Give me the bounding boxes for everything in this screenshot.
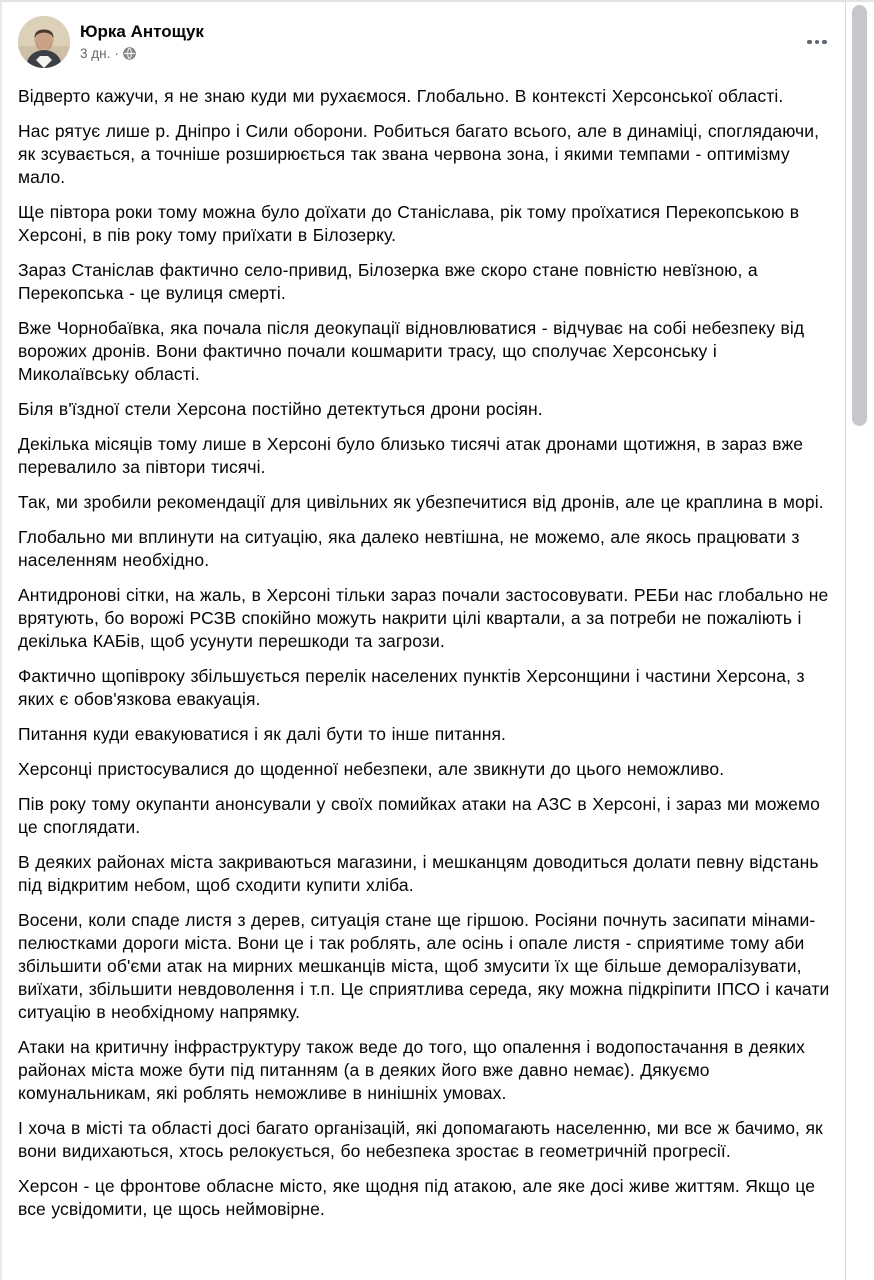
post-paragraph: Херсонці пристосувалися до щоденної небезпеки, але звикнути до цього неможливо. (18, 759, 725, 779)
post-card (0, 2, 846, 1280)
scrollbar-thumb[interactable] (852, 5, 867, 426)
post-paragraph: Антидронові сітки, на жаль, в Херсоні тільки зараз почали застосовувати. РЕБи нас глобально не врятують, бо ворожі РСЗВ спокійно можуть накрити цілі квартали, а за потреби не пожаліють і декілька КАБів, щоб усунути перешкоди та загрози. (18, 585, 829, 651)
avatar[interactable] (18, 16, 70, 68)
meta-separator: · (114, 46, 119, 61)
post-paragraph: Питання куди евакуюватися і як далі бути то інше питання. (18, 724, 507, 744)
post-timestamp[interactable]: 3 дн. (80, 46, 111, 61)
post-paragraph: Глобально ми вплинути на ситуацію, яка далеко невтішна, не можемо, але якось працювати з населенням необхідно. (18, 527, 800, 570)
ellipsis-icon (815, 40, 820, 45)
post-paragraph: Нас рятує лише р. Дніпро і Сили оборони. Робиться багато всього, але в динаміці, споглядаючи, як зсувається, а точніше розширюється так звана червона зона, і якими темпами - оптимізму мало. (18, 121, 820, 187)
post-paragraph: В деяких районах міста закриваються магазини, і мешканцям доводиться долати певну відстань під відкритим небом, щоб сходити купити хліба. (18, 852, 819, 895)
post-paragraph: Атаки на критичну інфраструктуру також веде до того, що опалення і водопостачання в деяких районах міста може бути під питанням (а в деяких його вже давно немає). Дякуємо комунальникам, які роблять неможливе в нинішніх умовах. (18, 1037, 805, 1103)
post-paragraph: Зараз Станіслав фактично село-привид, Білозерка вже скоро стане повністю невїзною, а Перекопська - це вулиця смерті. (18, 260, 758, 303)
scrollbar-track[interactable] (846, 2, 874, 1280)
post-paragraph: Так, ми зробили рекомендації для цивільних як убезпечитися від дронів, але це краплина в морі. (18, 492, 824, 512)
post-header (2, 2, 845, 68)
post-paragraph: Восени, коли спаде листя з дерев, ситуація стане ще гіршою. Росіяни почнуть засипати мінами-пелюстками дороги міста. Вони це і так роблять, але осінь і опале листя - сприятиме тому аби збільшити об'єми атак на мирних мешканців міста, щоб змусити їх ще більше деморалізувати, виїхати, збільшити невдоволення і т.п. Це сприятлива середа, яку можна підкріпити ІПСО і качати ситуацію в необхідному напрямку. (18, 910, 830, 1022)
author-name[interactable]: Юрка Антощук (80, 22, 204, 41)
globe-icon (123, 47, 136, 60)
post-paragraph: І хоча в місті та області досі багато організацій, які допомагають населенню, ми все ж бачимо, як вони видихаються, хтось релокується, бо небезпека зростає в геометричній прогресії. (18, 1118, 823, 1161)
post-paragraph: Фактично щопівроку збільшується перелік населених пунктів Херсонщини і частини Херсона, з яких є обов'язкова евакуація. (18, 666, 805, 709)
post-paragraph: Ще півтора роки тому можна було доїхати до Станіслава, рік тому проїхатися Перекопською в Херсоні, в пів року тому приїхати в Білозерку. (18, 202, 800, 245)
post-text (2, 68, 845, 1221)
avatar-photo-placeholder (18, 16, 70, 68)
post-paragraph: Херсон - це фронтове обласне місто, яке щодня під атакою, але яке досі живе життям. Якщо це все усвідомити, це щось неймовірне. (18, 1176, 816, 1219)
ellipsis-icon (822, 40, 827, 45)
post-paragraph: Відверто кажучи, я не знаю куди ми рухаємося. Глобально. В контексті Херсонської області. (18, 86, 784, 106)
post-header-text (80, 16, 204, 62)
post-paragraph: Пів року тому окупанти анонсували у своїх помийках атаки на АЗС в Херсоні, і зараз ми можемо це споглядати. (18, 794, 820, 837)
ellipsis-icon (807, 40, 812, 45)
post-paragraph: Біля в'їздної стели Херсона постійно детектуться дрони росіян. (18, 399, 543, 419)
post-meta (80, 45, 204, 62)
post-paragraph: Вже Чорнобаївка, яка почала після деокупації відновлюватися - відчуває на собі небезпеку від ворожих дронів. Вони фактично почали кошмарити трасу, що сполучає Херсонську і Миколаївську області. (18, 318, 805, 384)
post-paragraph: Декілька місяців тому лише в Херсоні було близько тисячі атак дронами щотижня, в зараз вже перевалило за півтори тисячі. (18, 434, 804, 477)
post-options-button[interactable] (799, 26, 835, 58)
